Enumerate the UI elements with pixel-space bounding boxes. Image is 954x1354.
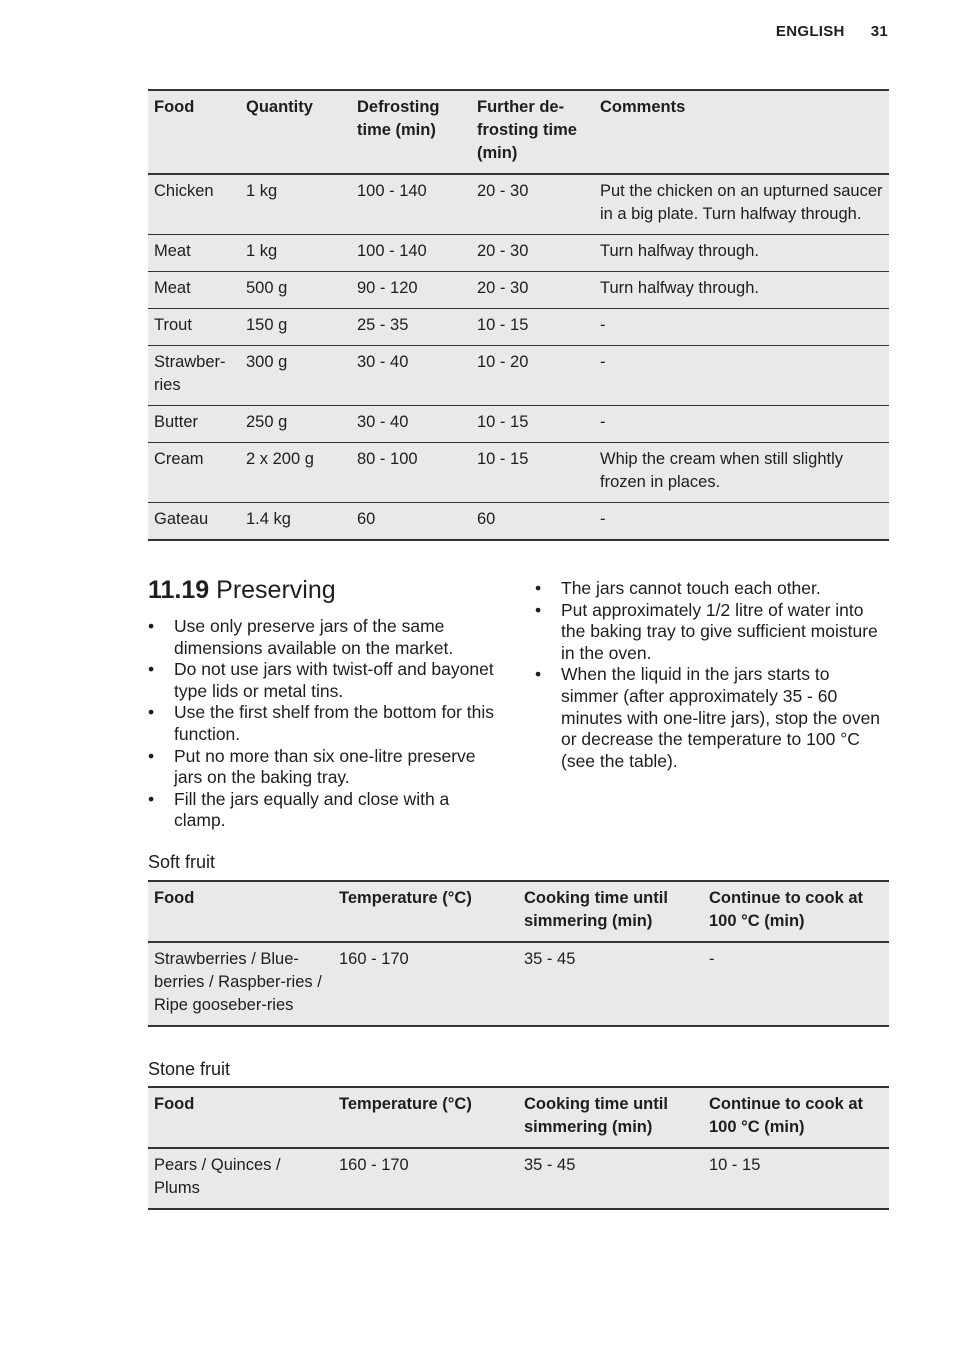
running-header xyxy=(776,23,888,40)
list-item: • Put no more than six one-litre preserve jars on the baking tray. xyxy=(148,746,503,789)
table-row xyxy=(148,443,889,503)
table-cell: 25 - 35 xyxy=(351,309,471,346)
table-cell: Turn halfway through. xyxy=(594,272,889,309)
table-header-row xyxy=(148,1087,889,1148)
table-cell: 160 - 170 xyxy=(333,942,518,1026)
table-row xyxy=(148,174,889,235)
table-cell: 150 g xyxy=(240,309,351,346)
column-header: Cooking time until simmering (min) xyxy=(518,1087,703,1148)
table-cell: - xyxy=(594,406,889,443)
table-cell: 30 - 40 xyxy=(351,346,471,406)
table-cell: 80 - 100 xyxy=(351,443,471,503)
table-cell: 100 - 140 xyxy=(351,174,471,235)
table-cell: Strawberries / Blue-berries / Raspber-ries / Ripe gooseber-ries xyxy=(148,942,333,1026)
table-row xyxy=(148,942,889,1026)
table-cell: 60 xyxy=(471,503,594,541)
table-cell: Butter xyxy=(148,406,240,443)
soft-fruit-table xyxy=(148,880,889,1027)
table-cell: 250 g xyxy=(240,406,351,443)
list-item: • Fill the jars equally and close with a clamp. xyxy=(148,789,503,832)
list-item: • Use the first shelf from the bottom for this function. xyxy=(148,702,503,745)
table-cell: 100 - 140 xyxy=(351,235,471,272)
instructions-list-left xyxy=(148,616,503,832)
table-header-row xyxy=(148,90,889,174)
table-cell: Put the chicken on an upturned saucer in a big plate. Turn halfway through. xyxy=(594,174,889,235)
table-cell: Cream xyxy=(148,443,240,503)
table-row xyxy=(148,503,889,541)
table-cell: 1 kg xyxy=(240,235,351,272)
page-number: 31 xyxy=(870,23,888,40)
table-cell: Turn halfway through. xyxy=(594,235,889,272)
table-cell: Meat xyxy=(148,272,240,309)
list-item: • When the liquid in the jars starts to simmer (after approximately 35 - 60 minutes with one-litre jars), stop the oven or decrease the temperature to 100 °C (see the table). xyxy=(535,664,885,772)
stone-fruit-heading: Stone fruit xyxy=(148,1059,231,1079)
table-header-row xyxy=(148,881,889,942)
table-row xyxy=(148,309,889,346)
table-cell: 10 - 15 xyxy=(471,406,594,443)
table-row xyxy=(148,235,889,272)
column-header: Continue to cook at 100 °C (min) xyxy=(703,1087,889,1148)
column-header: Further de-frosting time (min) xyxy=(471,90,594,174)
list-item: • Use only preserve jars of the same dimensions available on the market. xyxy=(148,616,503,659)
table-cell: 500 g xyxy=(240,272,351,309)
column-header: Food xyxy=(148,1087,333,1148)
table-cell: 20 - 30 xyxy=(471,272,594,309)
section-title-text: Preserving xyxy=(216,576,336,604)
table-cell: - xyxy=(594,503,889,541)
table-row xyxy=(148,346,889,406)
section-title xyxy=(148,574,336,606)
table-cell: 2 x 200 g xyxy=(240,443,351,503)
table-cell: - xyxy=(594,309,889,346)
list-item: • The jars cannot touch each other. xyxy=(535,578,885,600)
table-cell: 10 - 20 xyxy=(471,346,594,406)
table-cell: 160 - 170 xyxy=(333,1148,518,1209)
column-header: Cooking time until simmering (min) xyxy=(518,881,703,942)
table-cell: Strawber-ries xyxy=(148,346,240,406)
table-cell: Gateau xyxy=(148,503,240,541)
table-cell: - xyxy=(594,346,889,406)
table-cell: 1.4 kg xyxy=(240,503,351,541)
table-cell: Pears / Quinces / Plums xyxy=(148,1148,333,1209)
stone-fruit-table xyxy=(148,1086,889,1210)
table-cell: Meat xyxy=(148,235,240,272)
table-cell: 20 - 30 xyxy=(471,174,594,235)
table-cell: Whip the cream when still slightly frozen in places. xyxy=(594,443,889,503)
table-cell: 10 - 15 xyxy=(471,309,594,346)
table-cell: 10 - 15 xyxy=(703,1148,889,1209)
list-item: • Do not use jars with twist-off and bayonet type lids or metal tins. xyxy=(148,659,503,702)
table-cell: 10 - 15 xyxy=(471,443,594,503)
table-row xyxy=(148,1148,889,1209)
section-number: 11.19 xyxy=(148,576,210,604)
column-header: Defrosting time (min) xyxy=(351,90,471,174)
column-header: Comments xyxy=(594,90,889,174)
column-header: Food xyxy=(148,90,240,174)
column-header: Temperature (°C) xyxy=(333,1087,518,1148)
column-header: Temperature (°C) xyxy=(333,881,518,942)
table-row xyxy=(148,272,889,309)
column-header: Continue to cook at 100 °C (min) xyxy=(703,881,889,942)
table-cell: 35 - 45 xyxy=(518,1148,703,1209)
table-cell: - xyxy=(703,942,889,1026)
instructions-list-right xyxy=(535,578,885,772)
table-cell: 1 kg xyxy=(240,174,351,235)
table-cell: Trout xyxy=(148,309,240,346)
list-item: • Put approximately 1/2 litre of water into the baking tray to give sufficient moisture in the oven. xyxy=(535,600,885,665)
table-cell: 90 - 120 xyxy=(351,272,471,309)
column-header: Food xyxy=(148,881,333,942)
table-cell: 35 - 45 xyxy=(518,942,703,1026)
language-label: ENGLISH xyxy=(775,23,845,40)
table-row xyxy=(148,406,889,443)
defrost-table xyxy=(148,89,889,541)
column-header: Quantity xyxy=(240,90,351,174)
table-cell: 30 - 40 xyxy=(351,406,471,443)
table-cell: 20 - 30 xyxy=(471,235,594,272)
table-cell: Chicken xyxy=(148,174,240,235)
soft-fruit-heading: Soft fruit xyxy=(148,852,216,872)
table-cell: 300 g xyxy=(240,346,351,406)
table-cell: 60 xyxy=(351,503,471,541)
